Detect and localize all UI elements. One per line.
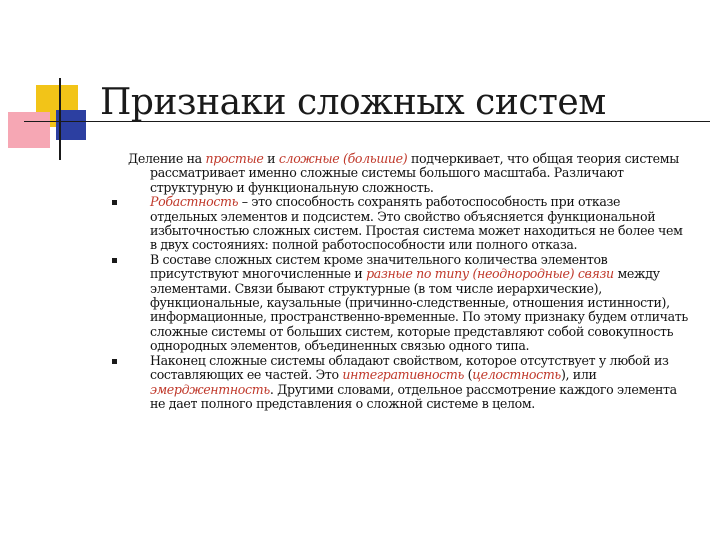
decor-vertical-line <box>59 78 61 160</box>
bullet-text: – это способность сохранять работоспособность при отказе отдельных элементов и подсистем. Это свойство объясняется функциональной избыточностью сложных систем. Простая система может находиться не более чем в двух состояниях: полной работоспособности или полного отказа. <box>150 194 683 253</box>
intro-text: Деление на <box>128 151 206 166</box>
bullet-text: ), или <box>560 367 597 383</box>
bullet-text: . Другими словами, отдельное рассмотрение каждого элемента не дает полного представления о сложной системе в целом. <box>150 381 677 411</box>
bullet-text: между элементами. Связи бывают структурные (в том числе иерархические), функциональные, каузальные (причинно-следственные, отношения истинности), информационные, пространственно-временные. По этому признаку будем отличать сложные системы от больших систем, которые представляют собой совокупность однородных элементов, объединенных связью одного типа. <box>150 266 688 354</box>
term-simple: простые <box>205 151 264 166</box>
term-complex: сложные (большие) <box>278 151 408 166</box>
decor-pink-square <box>8 112 50 148</box>
bullet-text: В составе сложных систем кроме значительного количества элементов присутствуют многочисленные и <box>150 251 608 282</box>
bullet-robustness <box>128 195 690 253</box>
term-integrativity: интегративность <box>342 367 464 383</box>
intro-text: и <box>263 151 279 166</box>
term-integrity: целостность <box>472 367 561 383</box>
bullet-emergence <box>128 354 690 412</box>
term-heterogeneous-links: разные по типу (неоднородные) связи <box>366 266 614 282</box>
intro-text: подчеркивает, что общая теория системы рассматривает именно сложные системы большого масштаба. Различают структурную и функциональную сложность. <box>150 151 679 195</box>
term-robustness: Робастность <box>150 194 239 210</box>
bullet-links <box>128 253 690 354</box>
slide-body <box>128 152 690 411</box>
slide-title: Признаки сложных систем <box>100 82 606 123</box>
bullet-text: ( <box>464 367 473 383</box>
intro-paragraph <box>128 152 690 195</box>
bullet-text: Наконец сложные системы обладают свойством, которое отсутствует у любой из составляющих ее частей. Это <box>150 352 669 383</box>
term-emergence: эмерджентность <box>150 381 270 397</box>
